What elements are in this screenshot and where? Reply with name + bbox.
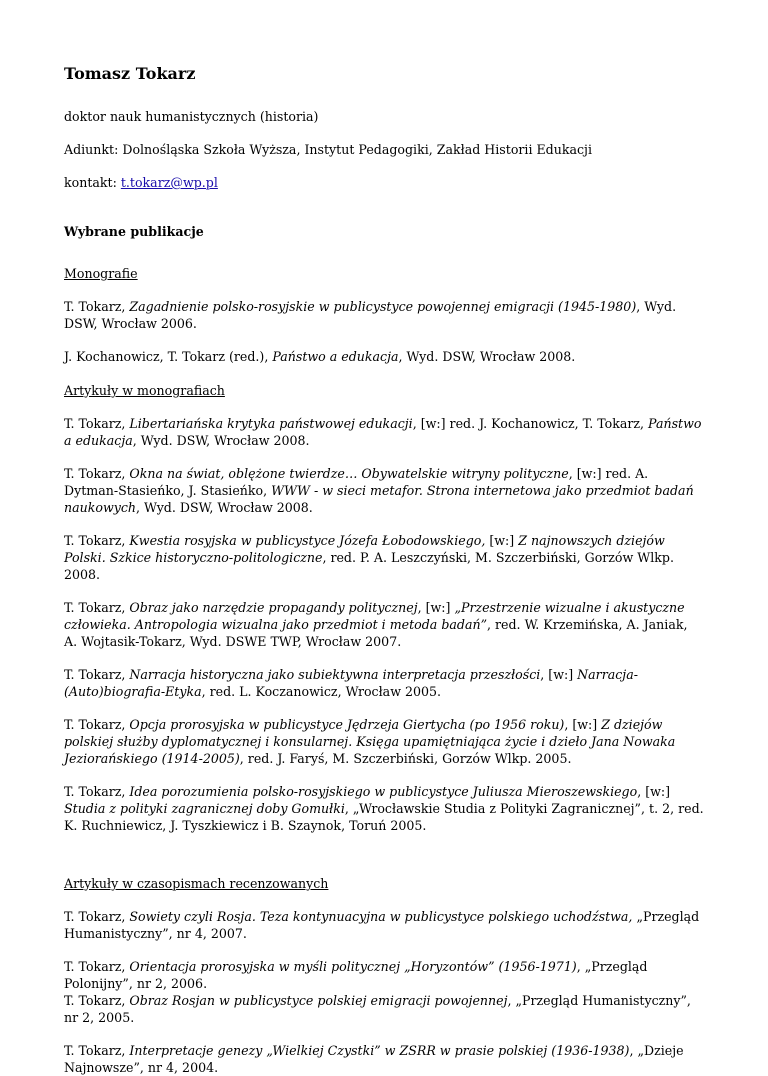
publication-entry: T. Tokarz, Sowiety czyli Rosja. Teza kontynuacyjna w publicystyce polskiego uchodźstwa, „Przegląd Humanistyczny”, nr 4, 2007.	[64, 909, 700, 941]
publication-entry: T. Tokarz, Obraz Rosjan w publicystyce polskiej emigracji powojennej, „Przegląd Humanistyczny”, nr 2, 2005.	[64, 993, 691, 1025]
publication-entry: T. Tokarz, Orientacja prorosyjska w myśli politycznej „Horyzontów” (1956-1971), „Przegląd Polonijny”, nr 2, 2006.	[64, 959, 648, 991]
publication-entry: T. Tokarz, Kwestia rosyjska w publicystyce Józefa Łobodowskiego, [w:] Z najnowszych dziejów Polski. Szkice historyczno-politologiczne, red. P. A. Leszczyński, M. Szczerbiński, Gorzów Wlkp. 2008.	[64, 533, 674, 582]
publication-entry: T. Tokarz, Idea porozumienia polsko-rosyjskiego w publicystyce Juliusza Mieroszewskiego, [w:] Studia z polityki zagranicznej doby Gomułki, „Wrocławskie Studia z Polityki Zagranicznej”, t. 2, red. K. Ruchniewicz, J. Tyszkiewicz i B. Szaynok, Toruń 2005.	[64, 784, 704, 833]
position: Adiunkt: Dolnośląska Szkoła Wyższa, Instytut Pedagogiki, Zakład Historii Edukacji	[64, 142, 592, 157]
publication-entry: J. Kochanowicz, T. Tokarz (red.), Państwo a edukacja, Wyd. DSW, Wrocław 2008.	[64, 349, 576, 364]
section-title-artykuly-w-monografiach: Artykuły w monografiach	[64, 383, 225, 398]
contact	[64, 174, 704, 191]
section-title-monografie: Monografie	[64, 266, 138, 281]
publication-entry: T. Tokarz, Interpretacje genezy „Wielkiej Czystki” w ZSRR w prasie polskiej (1936-1938), „Dzieje Najnowsze”, nr 4, 2004.	[64, 1043, 684, 1075]
section-title-artykuly-w-czasopismach: Artykuły w czasopismach recenzowanych	[64, 876, 329, 891]
publication-entry: T. Tokarz, Libertariańska krytyka państwowej edukacji, [w:] red. J. Kochanowicz, T. Tokarz, Państwo a edukacja, Wyd. DSW, Wrocław 2008.	[64, 416, 702, 448]
author-name: Tomasz Tokarz	[64, 64, 196, 83]
publications-heading: Wybrane publikacje	[64, 224, 204, 239]
publication-entry: T. Tokarz, Narracja historyczna jako subiektywna interpretacja przeszłości, [w:] Narracja-(Auto)biografia-Etyka, red. L. Koczanowicz, Wrocław 2005.	[64, 667, 638, 699]
email-link[interactable]: t.tokarz@wp.pl	[120, 175, 218, 190]
publication-entry: T. Tokarz, Zagadnienie polsko-rosyjskie w publicystyce powojennej emigracji (1945-1980), Wyd. DSW, Wrocław 2006.	[64, 299, 677, 331]
publication-entry: T. Tokarz, Opcja prorosyjska w publicystyce Jędrzeja Giertycha (po 1956 roku), [w:] Z dziejów polskiej służby dyplomatycznej i konsularnej. Księga upamiętniająca życie i dzieło Jana Nowaka Jeziorańskiego (1914-2005), red. J. Faryś, M. Szczerbiński, Gorzów Wlkp. 2005.	[64, 717, 676, 766]
publication-entry: T. Tokarz, Obraz jako narzędzie propagandy politycznej, [w:] „Przestrzenie wizualne i akustyczne człowieka. Antropologia wizualna jako przedmiot i metoda badań”, red. W. Krzemińska, A. Janiak, A. Wojtasik-Tokarz, Wyd. DSWE TWP, Wrocław 2007.	[64, 600, 688, 649]
publication-entry: T. Tokarz, Okna na świat, oblężone twierdze… Obywatelskie witryny polityczne, [w:] red. A. Dytman-Stasieńko, J. Stasieńko, WWW - w sieci metafor. Strona internetowa jako przedmiot badań naukowych, Wyd. DSW, Wrocław 2008.	[64, 466, 694, 515]
academic-degree: doktor nauk humanistycznych (historia)	[64, 109, 319, 124]
contact-label: kontakt:	[64, 175, 121, 190]
